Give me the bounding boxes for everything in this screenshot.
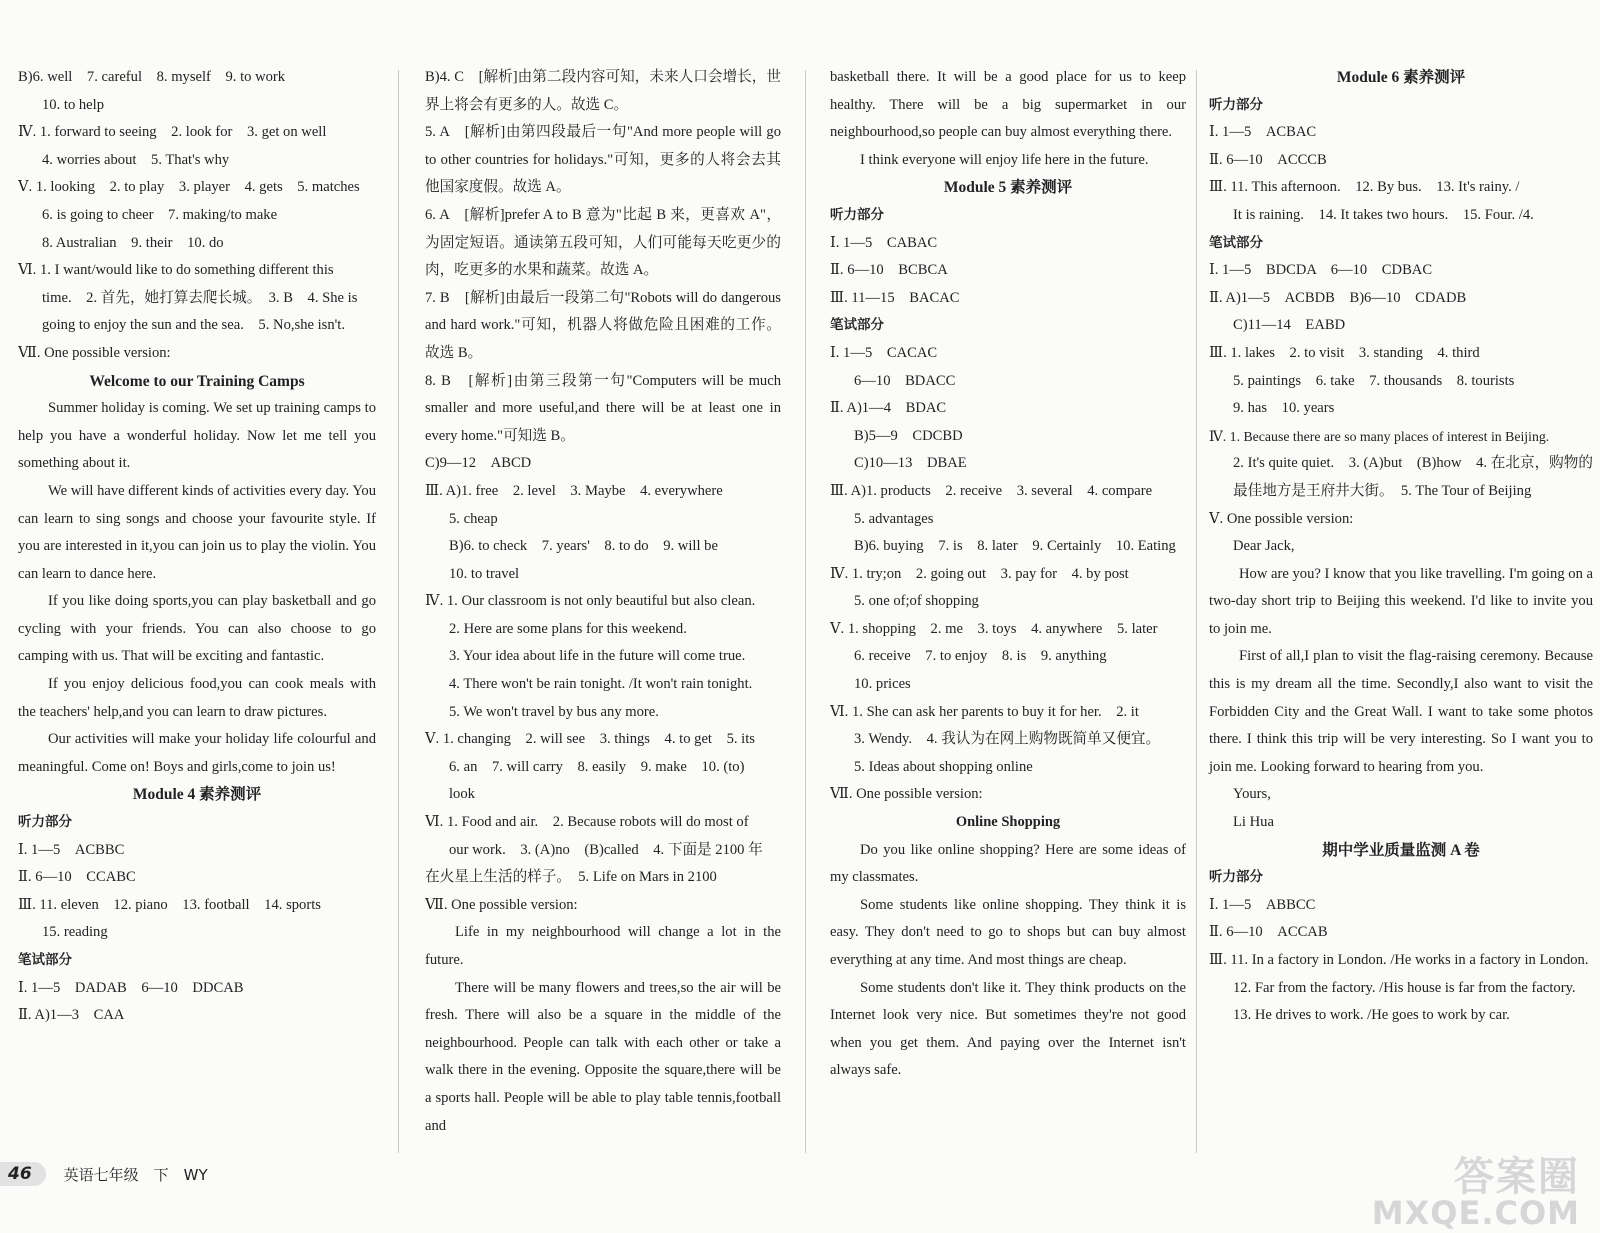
answer-line: B)6. well 7. careful 8. myself 9. to work <box>18 69 286 85</box>
column-divider <box>1196 70 1197 1153</box>
answer-line: 2. It's quite quiet. 3. (A)but (B)how 4. 在北京，购物的最佳地方是王府井大街。 5. The Tour of Beijing <box>1233 455 1593 499</box>
answer-line: Ⅴ. One possible version: <box>1209 510 1354 527</box>
subsection-label: 笔试部分 <box>830 317 884 334</box>
section-heading: Module 6 素养测评 <box>1336 69 1466 86</box>
answer-line: 4. worries about 5. That's why <box>42 151 230 168</box>
answer-line: Ⅱ. 6—10 BCBCA <box>830 262 948 279</box>
answer-line: 5. advantages <box>854 510 934 527</box>
answer-line: 10. to travel <box>449 565 520 582</box>
section-heading: Module 5 素养测评 <box>943 179 1073 197</box>
letter-greeting: Dear Jack, <box>1233 538 1295 555</box>
answer-explanation: 7. B [解析]由最后一段第二句"Robots will do dangerous and hard work."可知，机器人将做危险且困难的工作。故选 B。 <box>425 289 781 361</box>
subsection-label: 笔试部分 <box>1209 234 1263 251</box>
essay-paragraph: First of all,I plan to visit the flag-raising ceremony. Because this is my dream all the time. Secondly,I also want to visit the Forbidden City and the Great Wall. I want to take some photos there. I think this trip will be very interesting. So I want you to join me. Looking forward to hearing from you. <box>1209 648 1593 775</box>
essay-paragraph: There will be many flowers and trees,so the air will be fresh. There will also be a square in the middle of the neighbourhood. People can talk with each other or take a walk there in the evening. Opposite the square,there will be a sports hall. People will be able to play table tennis,football and <box>425 979 781 1134</box>
answer-line: 10. prices <box>854 676 911 693</box>
answer-line: 2. Here are some plans for this weekend. <box>449 620 687 637</box>
answer-line: Ⅰ. 1—5 DADAB 6—10 DDCAB <box>18 979 244 996</box>
answer-line: Ⅶ. One possible version: <box>830 786 983 803</box>
subsection-label: 听力部分 <box>1209 96 1263 113</box>
column-4 <box>1209 64 1593 1030</box>
column-2 <box>425 64 781 1140</box>
essay-paragraph: Our activities will make your holiday life colourful and meaningful. Come on! Boys and girls,come to join us! <box>18 731 376 775</box>
answer-line: Ⅵ. 1. She can ask her parents to buy it for her. 2. it <box>830 703 1139 720</box>
answer-line: Ⅳ. 1. try;on 2. going out 3. pay for 4. by post <box>830 565 1129 582</box>
answer-line: Ⅲ. 11. In a factory in London. /He works in a factory in London. <box>1209 952 1589 968</box>
essay-paragraph: Summer holiday is coming. We set up training camps to help you have a wonderful holiday. Now let me tell you something about it. <box>18 400 376 472</box>
answer-line: Ⅳ. 1. Our classroom is not only beautiful but also clean. <box>425 593 756 610</box>
essay-paragraph: Some students don't like it. They think products on the Internet look very nice. But sometimes they're not good when you get them. And paying over the Internet isn't always safe. <box>830 979 1186 1079</box>
answer-line: 5. one of;of shopping <box>854 593 979 610</box>
answer-explanation: 5. A [解析]由第四段最后一句"And more people will go to other countries for holidays."可知，更多的人将会去其他国家度假。故选 A。 <box>425 124 781 196</box>
answer-line: look <box>449 786 475 803</box>
answer-line: It is raining. 14. It takes two hours. 15. Four. /4. <box>1233 206 1534 223</box>
answer-line: Ⅵ. 1. I want/would like to do something different this <box>18 262 334 279</box>
answer-line: 5. We won't travel by bus any more. <box>449 703 659 720</box>
answer-line: B)5—9 CDCBD <box>854 427 963 444</box>
answer-line: 5. Ideas about shopping online <box>854 758 1033 775</box>
section-heading: Module 4 素养测评 <box>132 786 262 804</box>
answer-line: Ⅰ. 1—5 ABBCC <box>1209 896 1316 913</box>
answer-line: 3. Wendy. 4. 我认为在网上购物既简单又便宜。 <box>854 731 1161 748</box>
answer-line: 6—10 BDACC <box>854 372 956 389</box>
answer-line: Ⅰ. 1—5 CACAC <box>830 344 938 361</box>
answer-line: 8. Australian 9. their 10. do <box>42 234 224 251</box>
page-footer <box>0 1157 208 1191</box>
answer-line: Ⅳ. 1. forward to seeing 2. look for 3. get on well <box>18 124 327 141</box>
answer-line: 在火星上生活的样子。 5. Life on Mars in 2100 <box>425 869 717 886</box>
column-divider <box>398 70 399 1153</box>
answer-line: 5. paintings 6. take 7. thousands 8. tourists <box>1233 372 1515 389</box>
page-number: 46 <box>0 1162 46 1186</box>
answer-line: Ⅲ. 11. This afternoon. 12. By bus. 13. It's rainy. / <box>1209 179 1520 196</box>
answer-line: Ⅰ. 1—5 ACBAC <box>1209 124 1317 141</box>
essay-paragraph: If you like doing sports,you can play basketball and go cycling with your friends. You can also choose to go camping with us. That will be exciting and fantastic. <box>18 593 376 665</box>
watermark-logo <box>1371 1154 1580 1232</box>
answer-line: C)10—13 DBAE <box>854 455 967 472</box>
answer-line: Ⅴ. 1. looking 2. to play 3. player 4. gets 5. matches <box>18 179 360 196</box>
letter-signature: Li Hua <box>1233 814 1274 831</box>
essay-paragraph: Do you like online shopping? Here are some ideas of my classmates. <box>830 841 1186 886</box>
subsection-label: 听力部分 <box>1209 869 1263 886</box>
answer-line: 13. He drives to work. /He goes to work by car. <box>1233 1007 1510 1024</box>
answer-line: Ⅱ. A)1—3 CAA <box>18 1007 125 1024</box>
answer-line: 15. reading <box>42 924 108 941</box>
answer-line: Ⅰ. 1—5 ACBBC <box>18 841 125 858</box>
answer-line: 6. is going to cheer 7. making/to make <box>42 206 278 223</box>
answer-line: C)9—12 ABCD <box>425 455 532 472</box>
column-divider <box>805 70 806 1153</box>
answer-line: Ⅴ. 1. shopping 2. me 3. toys 4. anywhere 5. later <box>830 620 1158 637</box>
section-heading: 期中学业质量监测 A 卷 <box>1322 841 1480 859</box>
watermark-url: MXQE.COM <box>1371 1194 1580 1232</box>
subsection-label: 听力部分 <box>830 206 884 223</box>
essay-paragraph: If you enjoy delicious food,you can cook meals with the teachers' help,and you can learn to draw pictures. <box>18 676 376 720</box>
answer-line: Ⅲ. A)1. products 2. receive 3. several 4. compare <box>830 482 1153 499</box>
answer-line: 4. There won't be rain tonight. /It won't rain tonight. <box>449 676 753 693</box>
answer-line: 10. to help <box>42 96 105 113</box>
answer-line: Ⅵ. 1. Food and air. 2. Because robots will do most of <box>425 814 749 831</box>
answer-line: 3. Your idea about life in the future will come true. <box>449 648 746 665</box>
answer-line: 6. receive 7. to enjoy 8. is 9. anything <box>854 648 1107 665</box>
answer-line: going to enjoy the sun and the sea. 5. No,she isn't. <box>42 317 345 334</box>
answer-line: our work. 3. (A)no (B)called 4. 下面是 2100 年 <box>449 841 763 858</box>
answer-line: Ⅳ. 1. Because there are so many places of interest in Beijing. <box>1209 428 1550 444</box>
essay-paragraph: How are you? I know that you like travelling. I'm going on a two-day short trip to Beijing this weekend. I'd like to invite you to join me. <box>1209 565 1594 637</box>
subsection-label: 笔试部分 <box>18 952 72 968</box>
answer-line: time. 2. 首先，她打算去爬长城。 3. B 4. She is <box>42 289 358 306</box>
essay-title: Welcome to our Training Camps <box>89 372 305 390</box>
answer-line: Ⅱ. 6—10 ACCAB <box>1209 924 1328 941</box>
answer-line: Ⅱ. 6—10 ACCCB <box>1209 151 1327 168</box>
essay-title: Online Shopping <box>955 814 1061 831</box>
essay-paragraph: Life in my neighbourhood will change a lot in the future. <box>425 924 781 968</box>
answer-line: Ⅰ. 1—5 BDCDA 6—10 CDBAC <box>1209 262 1433 279</box>
essay-paragraph: I think everyone will enjoy life here in the future. <box>860 151 1149 168</box>
letter-closing: Yours, <box>1233 786 1271 803</box>
essay-paragraph: basketball there. It will be a good place for us to keep healthy. There will be a big supermarket in our neighbourhood,so people can buy almost everything there. <box>830 69 1186 141</box>
book-title: 英语七年级 下 WY <box>63 1165 208 1184</box>
answer-line: 5. cheap <box>449 510 498 527</box>
answer-line: Ⅲ. 1. lakes 2. to visit 3. standing 4. third <box>1209 344 1480 361</box>
column-1 <box>18 64 376 1030</box>
answer-line: Ⅱ. A)1—4 BDAC <box>830 400 947 417</box>
answer-line: Ⅲ. A)1. free 2. level 3. Maybe 4. everywhere <box>425 482 723 499</box>
watermark-text: 答案圈 <box>1454 1154 1580 1200</box>
answer-explanation: 8. B [解析]由第三段第一句"Computers will be much smaller and more useful,and there will be at least one in every home."可知选 B。 <box>425 372 781 444</box>
answer-line: B)6. buying 7. is 8. later 9. Certainly 10. Eating <box>854 538 1176 555</box>
answer-line: 12. Far from the factory. /His house is far from the factory. <box>1233 979 1576 996</box>
answer-line: Ⅱ. 6—10 CCABC <box>18 869 136 886</box>
column-3 <box>830 64 1186 1085</box>
answer-line: Ⅶ. One possible version: <box>18 344 171 361</box>
answer-line: Ⅴ. 1. changing 2. will see 3. things 4. to get 5. its <box>425 731 755 748</box>
answer-line: 9. has 10. years <box>1233 400 1335 417</box>
answer-explanation: 6. A [解析]prefer A to B 意为"比起 B 来，更喜欢 A"，为固定短语。通读第五段可知，人们可能每天吃更少的肉，吃更多的水果和蔬菜。故选 A。 <box>425 206 781 279</box>
answer-line: Ⅱ. A)1—5 ACBDB B)6—10 CDADB <box>1209 289 1467 306</box>
answer-line: Ⅲ. 11—15 BACAC <box>830 289 960 306</box>
answer-line: B)6. to check 7. years' 8. to do 9. will be <box>449 538 718 555</box>
subsection-label: 听力部分 <box>18 814 72 831</box>
essay-paragraph: Some students like online shopping. They think it is easy. They don't need to go to shops but can buy almost everything at any time. And most things are cheap. <box>830 896 1186 968</box>
answer-line: 6. an 7. will carry 8. easily 9. make 10. (to) <box>449 758 745 775</box>
essay-paragraph: We will have different kinds of activities every day. You can learn to sing songs and choose your favourite style. If you are interested in it,you can join us to play the violin. You can learn to dance here. <box>18 482 376 582</box>
answer-line: Ⅲ. 11. eleven 12. piano 13. football 14. sports <box>18 896 321 913</box>
answer-line: C)11—14 EABD <box>1233 317 1346 334</box>
answer-line: Ⅰ. 1—5 CABAC <box>830 234 938 251</box>
answer-explanation: B)4. C [解析]由第二段内容可知，未来人口会增长，世界上将会有更多的人。故选 C。 <box>425 69 781 113</box>
answer-line: Ⅶ. One possible version: <box>425 896 578 913</box>
